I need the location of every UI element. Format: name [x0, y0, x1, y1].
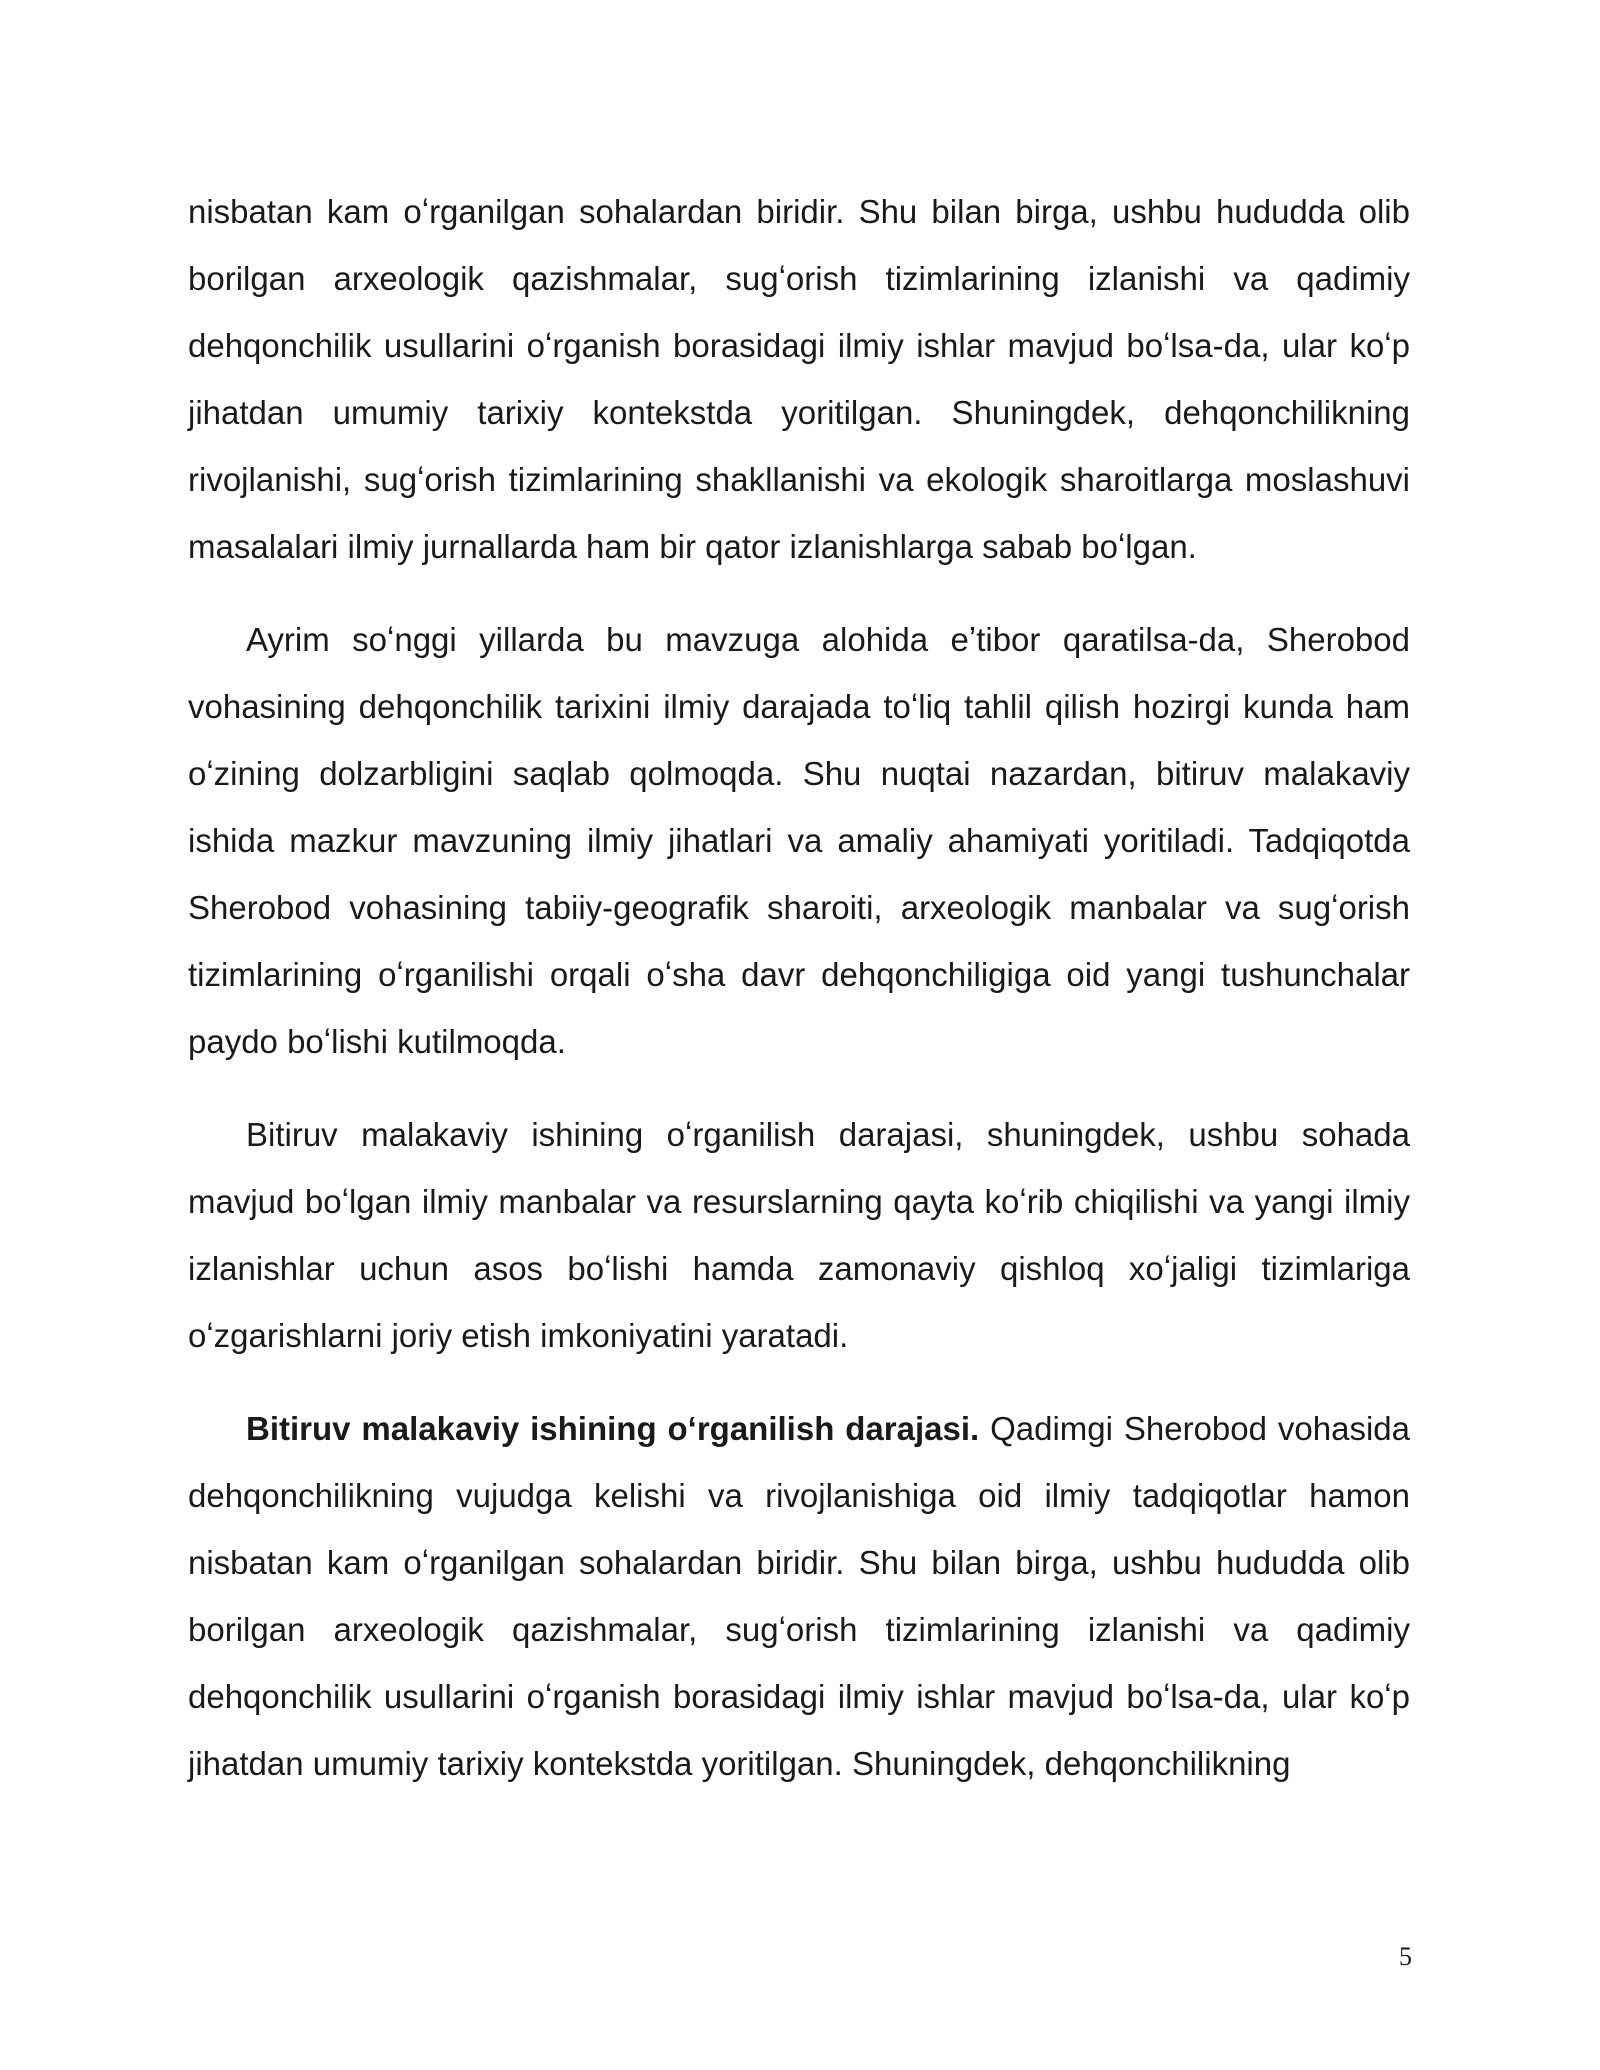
paragraph-4 [188, 1395, 1410, 1797]
body-text [188, 178, 1410, 1823]
paragraph-3: Bitiruv malakaviy ishining oʻrganilish darajasi, shuningdek, ushbu sohada mavjud boʻlgan ilmiy manbalar va resurslarning qayta koʻrib chiqilishi va yangi ilmiy izlanishlar uchun asos boʻlishi hamda zamonaviy qishloq xoʻjaligi tizimlariga oʻzgarishlarni joriy etish imkoniyatini yaratadi. [188, 1116, 1410, 1354]
paragraph-4-text: Qadimgi Sherobod vohasida dehqonchilikning vujudga kelishi va rivojlanishiga oid ilmiy tadqiqotlar hamon nisbatan kam oʻrganilgan sohalardan biridir. Shu bilan birga, ushbu hududda olib borilgan arxeologik qazishmalar, sugʻorish tizimlarining izlanishi va qadimiy dehqonchilik usullarini oʻrganish borasidagi ilmiy ishlar mavjud boʻlsa-da, ular koʻp jihatdan umumiy tarixiy kontekstda yoritilgan. Shuningdek, dehqonchilikning [188, 1410, 1410, 1782]
section-heading-inline: Bitiruv malakaviy ishining oʻrganilish darajasi. [246, 1410, 980, 1447]
paragraph-2: Ayrim soʻnggi yillarda bu mavzuga alohida eʼtibor qaratilsa-da, Sherobod vohasining dehqonchilik tarixini ilmiy darajada toʻliq tahlil qilish hozirgi kunda ham oʻzining dolzarbligini saqlab qolmoqda. Shu nuqtai nazardan, bitiruv malakaviy ishida mazkur mavzuning ilmiy jihatlari va amaliy ahamiyati yoritiladi. Tadqiqotda Sherobod vohasining tabiiy-geografik sharoiti, arxeologik manbalar va sugʻorish tizimlarining oʻrganilishi orqali oʻsha davr dehqonchiligiga oid yangi tushunchalar paydo boʻlishi kutilmoqda. [188, 621, 1410, 1060]
paragraph-1: nisbatan kam oʻrganilgan sohalardan biridir. Shu bilan birga, ushbu hududda olib borilgan arxeologik qazishmalar, sugʻorish tizimlarining izlanishi va qadimiy dehqonchilik usullarini oʻrganish borasidagi ilmiy ishlar mavjud boʻlsa-da, ular koʻp jihatdan umumiy tarixiy kontekstda yoritilgan. Shuningdek, dehqonchilikning rivojlanishi, sugʻorish tizimlarining shakllanishi va ekologik sharoitlarga moslashuvi masalalari ilmiy jurnallarda ham bir qator izlanishlarga sabab boʻlgan. [188, 193, 1410, 565]
page-number: 5 [1399, 1942, 1412, 1971]
